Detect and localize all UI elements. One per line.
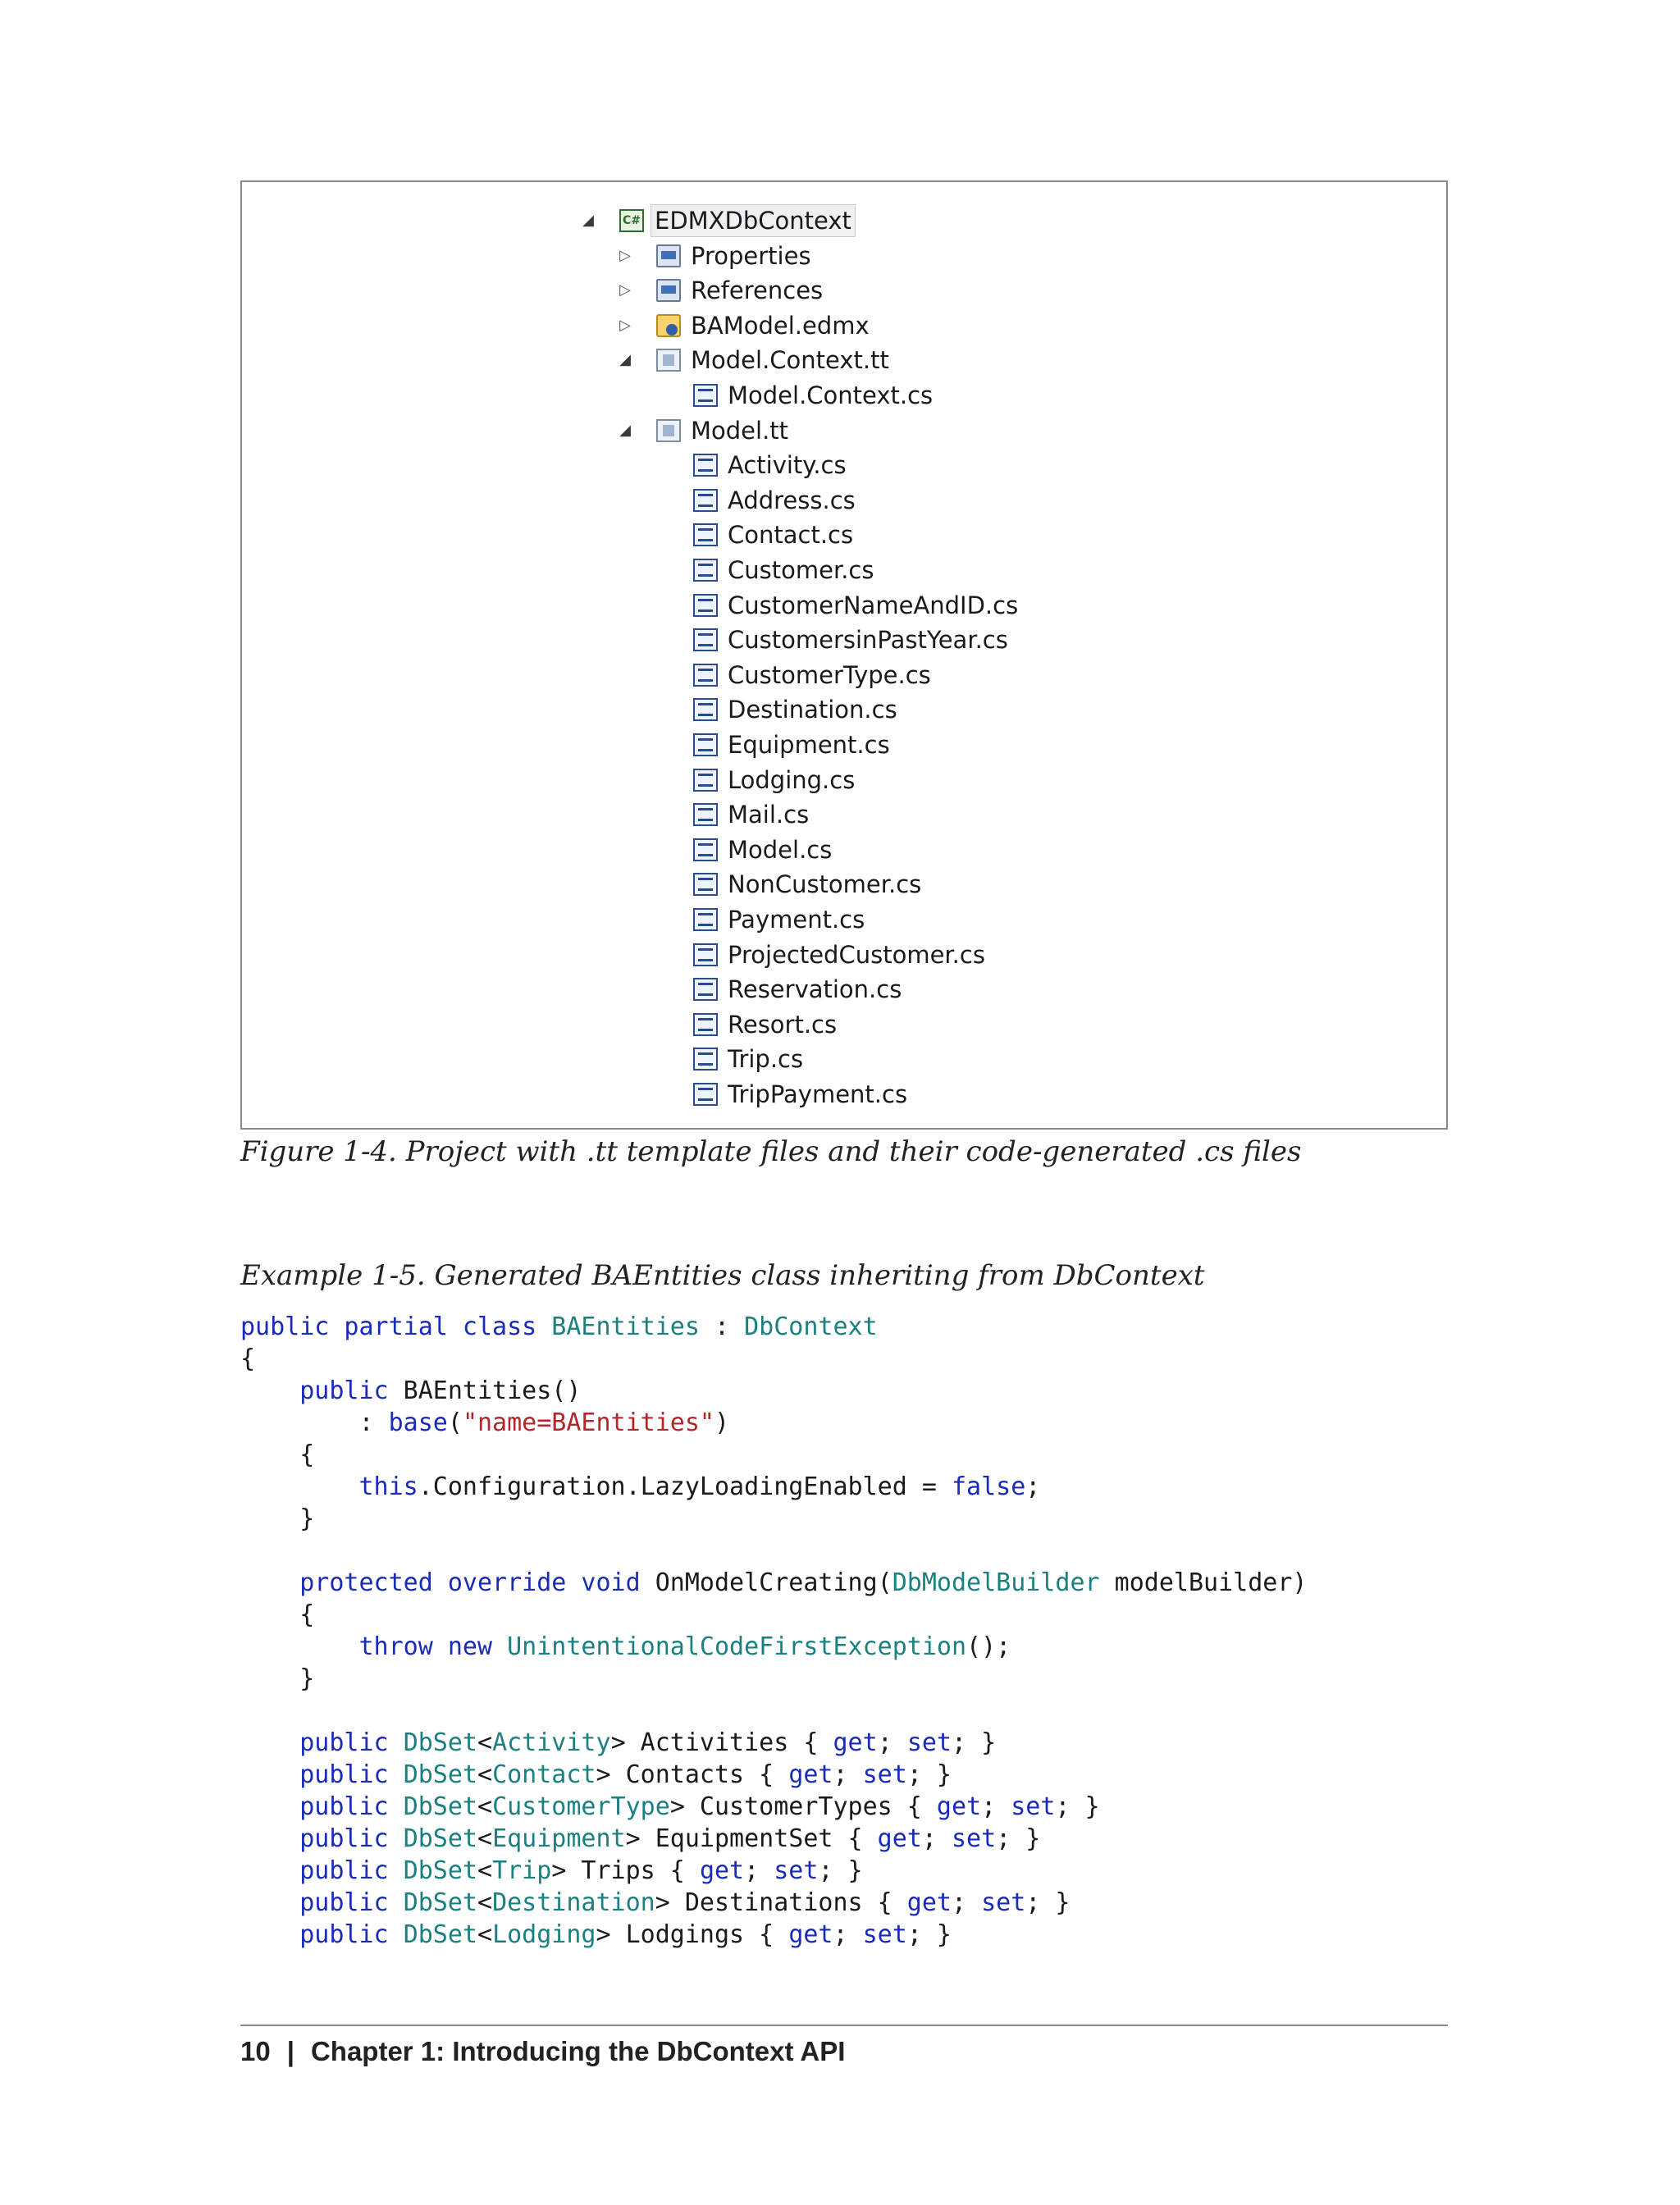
chapter-title: Chapter 1: Introducing the DbContext API [310,2036,846,2066]
code-type: DbContext [744,1312,878,1341]
edmx-file-icon [656,314,681,337]
cs-file-icon [693,1048,718,1071]
cs-file-icon [693,978,718,1001]
code-text [240,1472,359,1501]
code-type: DbSet [403,1824,477,1853]
code-type: Contact [492,1760,596,1789]
tree-item[interactable] [242,902,1446,937]
cs-file-icon [693,908,718,931]
code-keyword: set [981,1888,1026,1917]
code-text: BAEntities() [388,1376,582,1405]
code-keyword: throw new [358,1632,508,1661]
code-line [240,1791,1307,1823]
code-type: DbSet [403,1728,477,1757]
code-line [240,1727,1307,1759]
tree-item[interactable] [242,867,1446,902]
code-text: ; [1025,1472,1041,1501]
expand-arrow-icon[interactable]: ▷ [619,281,631,299]
code-text: > Contacts { [596,1760,789,1789]
csharp-project-icon [619,209,644,232]
code-text: ; [981,1792,1011,1821]
code-listing [240,1311,1307,1951]
code-line [240,1407,1307,1439]
references-folder-icon [656,279,681,302]
code-type: Destination [492,1888,655,1917]
code-text: < [477,1760,493,1789]
code-keyword: get [788,1920,833,1949]
code-text: } [240,1664,315,1693]
tree-item-label: Properties [691,241,811,270]
collapse-arrow-icon[interactable]: ◢ [582,212,594,229]
code-text: .Configuration.LazyLoadingEnabled = [418,1472,952,1501]
code-keyword: set [862,1760,907,1789]
code-text: ; } [1055,1792,1100,1821]
tree-item[interactable] [242,623,1446,657]
code-type: BAEntities [551,1312,700,1341]
tree-item-label: Trip.cs [728,1045,804,1074]
code-line [240,1631,1307,1663]
tree-item-label: Activity.cs [728,451,847,480]
code-text [240,1824,299,1853]
code-keyword: public partial class [240,1312,552,1341]
cs-file-icon [693,1083,718,1106]
tree-item[interactable] [242,553,1446,587]
tree-item-label: Model.Context.tt [691,346,889,375]
tree-item-label: Contact.cs [728,521,854,550]
tree-item-label: Mail.cs [728,801,810,829]
code-line [240,1439,1307,1471]
tree-item[interactable] [242,588,1446,623]
code-keyword: public [299,1792,404,1821]
tt-file-icon [656,419,681,442]
code-text: ( [447,1408,463,1437]
code-string: "name=BAEntities" [462,1408,714,1437]
code-line [240,1471,1307,1503]
tree-item[interactable] [242,1007,1446,1042]
code-line [240,1311,1307,1343]
tree-item-label: References [691,276,824,305]
code-keyword: public [299,1824,404,1853]
code-text [240,1888,299,1917]
tree-item[interactable] [242,1077,1446,1112]
code-keyword: public [299,1856,404,1885]
code-keyword: get [833,1728,878,1757]
figure-solution-explorer-screenshot [240,180,1448,1130]
page-number: 10 [240,2036,271,2066]
code-text [240,1760,299,1789]
cs-file-icon [693,559,718,582]
code-keyword: base [388,1408,448,1437]
tree-item-label: Payment.cs [728,906,865,934]
tree-item[interactable] [242,203,1446,238]
code-keyword: get [906,1888,952,1917]
tree-item-label: Model.tt [691,416,789,445]
code-text: { [240,1344,256,1373]
code-type: UnintentionalCodeFirstException [507,1632,967,1661]
code-keyword: public [299,1760,404,1789]
cs-file-icon [693,489,718,512]
code-keyword: public [299,1888,404,1917]
tree-item[interactable] [242,413,1446,448]
code-text: { [240,1600,315,1629]
code-type: Lodging [492,1920,596,1949]
code-type: DbSet [403,1856,477,1885]
code-text: ) [714,1408,730,1437]
cs-file-icon [693,873,718,896]
code-type: DbSet [403,1920,477,1949]
code-line [240,1375,1307,1407]
tree-item-label: NonCustomer.cs [728,870,922,899]
code-line [240,1503,1307,1535]
tree-item-label: CustomerNameAndID.cs [728,591,1019,619]
tree-item-label: Model.Context.cs [728,381,934,409]
code-line [240,1855,1307,1887]
code-text [240,1568,299,1597]
tree-item-label: ProjectedCustomer.cs [728,940,985,969]
code-text: > Activities { [610,1728,833,1757]
code-keyword: protected override void [299,1568,641,1597]
code-text: ; } [818,1856,863,1885]
code-text: ; } [952,1728,997,1757]
code-text: modelBuilder) [1099,1568,1308,1597]
code-text: > Lodgings { [596,1920,789,1949]
cs-file-icon [693,769,718,792]
tree-item[interactable] [242,239,1446,273]
tree-item[interactable] [242,1042,1446,1076]
code-text: < [477,1824,493,1853]
cs-file-icon [693,454,718,477]
tree-item-label: Equipment.cs [728,731,890,759]
code-keyword: false [951,1472,1026,1501]
cs-file-icon [693,698,718,721]
cs-file-icon [693,594,718,617]
expand-arrow-icon[interactable]: ▷ [619,246,631,264]
code-text: } [240,1504,315,1533]
code-text: > CustomerTypes { [669,1792,937,1821]
code-text [240,1920,299,1949]
code-text: ; [833,1760,863,1789]
code-type: Trip [492,1856,552,1885]
code-type: CustomerType [492,1792,670,1821]
cs-file-icon [693,943,718,966]
tree-item[interactable] [242,448,1446,482]
cs-file-icon [693,733,718,756]
code-keyword: get [788,1760,833,1789]
code-text: : [699,1312,745,1341]
example-caption: Example 1-5. Generated BAEntities class inheriting from DbContext [240,1259,1205,1292]
code-type: DbModelBuilder [892,1568,1100,1597]
code-keyword: public [299,1728,404,1757]
footer-separator: | [286,2036,294,2066]
tree-item[interactable] [242,972,1446,1007]
tree-item-label: Resort.cs [728,1010,838,1039]
tree-item[interactable] [242,728,1446,762]
code-keyword: set [906,1728,952,1757]
code-line [240,1759,1307,1791]
page-footer [240,2036,845,2067]
code-text: > EquipmentSet { [625,1824,878,1853]
collapse-arrow-icon[interactable]: ◢ [619,421,631,439]
tree-item[interactable] [242,378,1446,413]
cs-file-icon [693,523,718,546]
cs-file-icon [693,803,718,826]
code-line [240,1695,1307,1727]
tree-item[interactable] [242,518,1446,552]
code-text [240,1376,299,1405]
code-keyword: get [699,1856,745,1885]
code-text [240,1856,299,1885]
code-text: > Trips { [551,1856,700,1885]
code-keyword: set [774,1856,819,1885]
code-type: Equipment [492,1824,626,1853]
tree-item-label: Destination.cs [728,696,897,724]
tree-item[interactable] [242,833,1446,867]
code-text: { [240,1440,315,1469]
tree-item[interactable] [242,343,1446,377]
code-text: ; } [996,1824,1041,1853]
code-keyword: get [936,1792,982,1821]
code-line [240,1887,1307,1919]
tree-item[interactable] [242,938,1446,972]
tree-item[interactable] [242,483,1446,518]
tree-item-label: Reservation.cs [728,975,902,1004]
tree-item-label: TripPayment.cs [728,1080,908,1108]
cs-file-icon [693,384,718,407]
tree-item[interactable] [242,763,1446,797]
code-text: (); [966,1632,1011,1661]
code-line [240,1567,1307,1599]
footer-rule [240,2025,1448,2026]
cs-file-icon [693,838,718,861]
tree-item[interactable] [242,308,1446,343]
tree-item[interactable] [242,797,1446,832]
code-type: Activity [492,1728,611,1757]
code-keyword: get [877,1824,922,1853]
code-text: < [477,1856,493,1885]
expand-arrow-icon[interactable]: ▷ [619,316,631,334]
code-text [240,1632,359,1661]
code-line [240,1599,1307,1631]
code-line [240,1823,1307,1855]
code-line [240,1663,1307,1695]
code-text: OnModelCreating( [640,1568,892,1597]
properties-folder-icon [656,244,681,267]
tree-item[interactable] [242,658,1446,692]
tree-item-label: CustomersinPastYear.cs [728,626,1008,655]
code-text: ; [921,1824,952,1853]
figure-caption: Figure 1-4. Project with .tt template files and their code-generated .cs files [240,1135,1302,1168]
tree-item-label: Customer.cs [728,556,874,584]
code-keyword: set [862,1920,907,1949]
code-keyword: public [299,1920,404,1949]
code-text: ; } [906,1920,952,1949]
tree-item[interactable] [242,692,1446,727]
code-type: DbSet [403,1792,477,1821]
code-type: DbSet [403,1760,477,1789]
code-type: DbSet [403,1888,477,1917]
tree-item-label: Lodging.cs [728,765,856,794]
code-text: ; [951,1888,982,1917]
code-text: ; [744,1856,774,1885]
tree-item-label: Model.cs [728,835,833,864]
tree-item-label: CustomerType.cs [728,660,931,689]
code-text: < [477,1728,493,1757]
code-text: < [477,1792,493,1821]
tree-item-label: Address.cs [728,486,856,514]
code-keyword: this [358,1472,418,1501]
cs-file-icon [693,628,718,651]
code-text: < [477,1920,493,1949]
code-line [240,1343,1307,1375]
code-text: ; [877,1728,907,1757]
tt-file-icon [656,349,681,372]
tree-item-label: BAModel.edmx [691,311,870,340]
collapse-arrow-icon[interactable]: ◢ [619,351,631,369]
code-text: ; } [906,1760,952,1789]
cs-file-icon [693,1013,718,1036]
code-text: ; } [1025,1888,1071,1917]
code-text [240,1728,299,1757]
tree-item-label: EDMXDbContext [651,204,856,237]
code-text [240,1792,299,1821]
cs-file-icon [693,664,718,687]
code-line [240,1919,1307,1951]
code-text: : [240,1408,389,1437]
solution-explorer-tree [242,182,1446,1128]
code-text: ; [833,1920,863,1949]
code-keyword: set [951,1824,997,1853]
code-text: < [477,1888,493,1917]
code-keyword: public [299,1376,389,1405]
tree-item[interactable] [242,273,1446,308]
code-keyword: set [1011,1792,1056,1821]
code-line [240,1535,1307,1567]
code-text: > Destinations { [655,1888,907,1917]
